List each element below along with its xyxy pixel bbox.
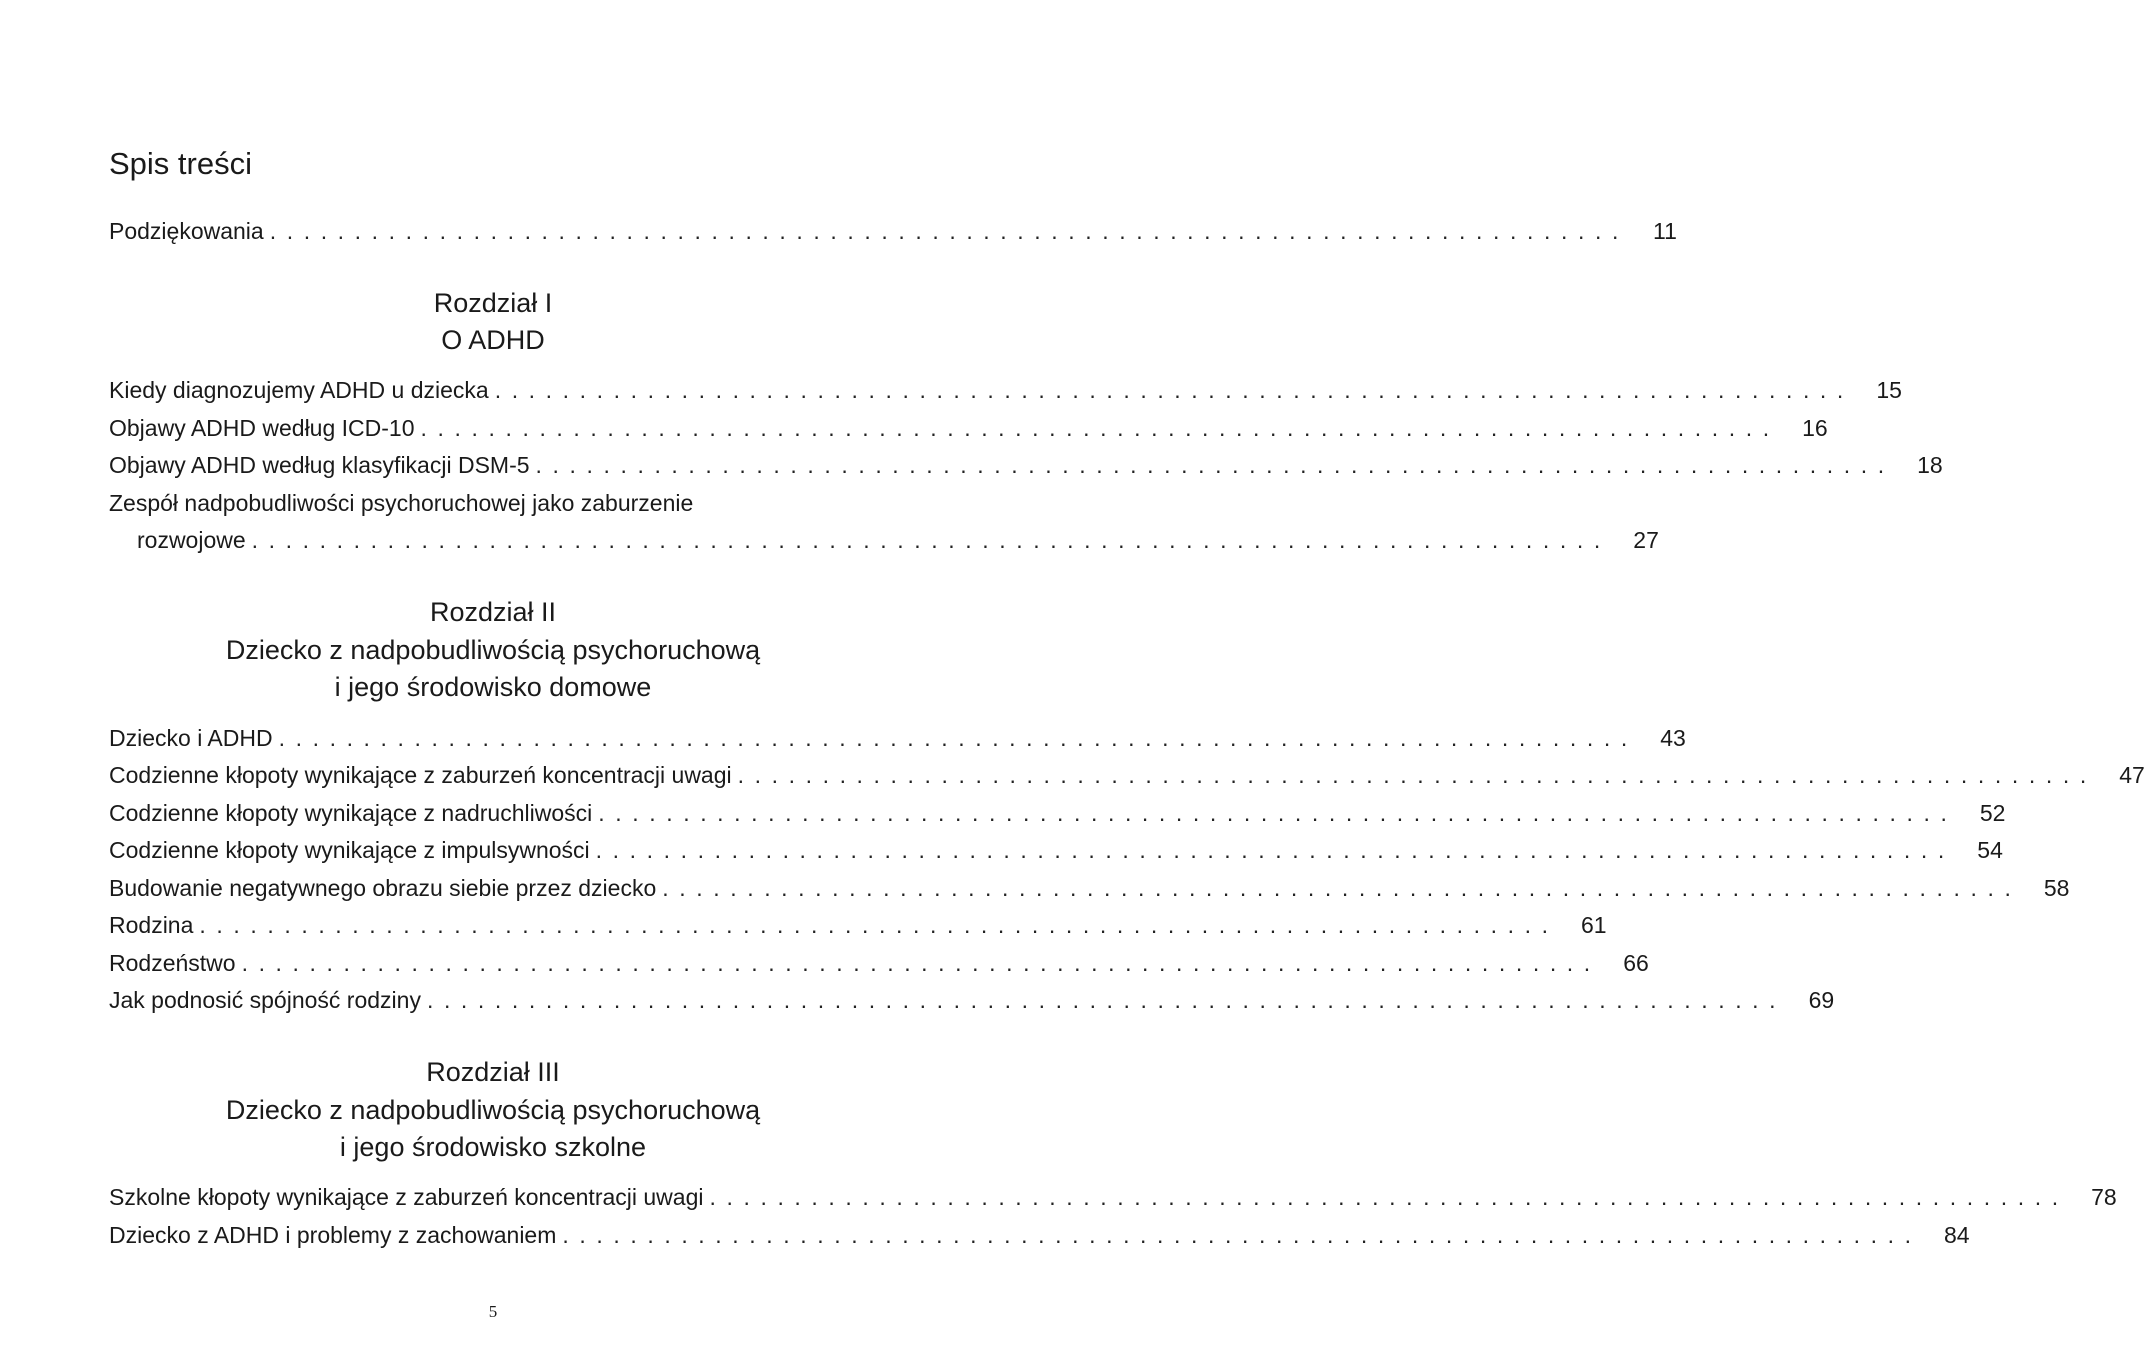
toc-entry-title: Objawy ADHD według ICD-10 — [109, 415, 415, 441]
toc-page-number: 69 — [1808, 987, 1835, 1013]
toc-entry-title: Szkolne kłopoty wynikające z zaburzeń koncentracji uwagi — [109, 1184, 704, 1210]
toc-page-number: 58 — [2043, 875, 2070, 901]
chapter-label: Rozdział I — [433, 288, 553, 318]
dot-leader: ................................................................................ — [269, 218, 1629, 244]
chapter-title: i jego środowisko domowe — [334, 672, 652, 702]
chapter-title: Dziecko z nadpobudliwością psychoruchową — [225, 1095, 761, 1125]
dot-leader: ................................................................................ — [241, 950, 1601, 976]
toc-entry-title: Dziecko i ADHD — [109, 725, 273, 751]
toc-entry[interactable] — [109, 760, 2145, 790]
toc-page-number: 43 — [1660, 725, 1686, 751]
toc-entry[interactable] — [109, 413, 1828, 443]
toc-entry-title-line1[interactable]: Zespół nadpobudliwości psychoruchowej jako zaburzenie — [109, 490, 694, 516]
toc-page-number: 18 — [1917, 452, 1943, 478]
dot-leader: ................................................................................ — [737, 762, 2097, 788]
toc-entry-acknowledgements[interactable] — [109, 216, 1677, 246]
dot-leader: ................................................................................ — [278, 725, 1638, 751]
toc-entry[interactable] — [109, 948, 1649, 978]
toc-entry[interactable] — [109, 835, 2003, 865]
toc-page-number: 11 — [1653, 218, 1677, 244]
dot-leader: ................................................................................ — [199, 912, 1559, 938]
toc-entry-title: Codzienne kłopoty wynikające z zaburzeń koncentracji uwagi — [109, 762, 732, 788]
toc-entry-title: Kiedy diagnozujemy ADHD u dziecka — [109, 377, 489, 403]
toc-entry[interactable] — [109, 910, 1607, 940]
toc-page-number: 78 — [2091, 1184, 2117, 1210]
dot-leader: ................................................................................ — [494, 377, 1854, 403]
toc-entry-title: Objawy ADHD według klasyfikacji DSM-5 — [109, 452, 530, 478]
toc-entry[interactable] — [137, 525, 1659, 555]
toc-entry[interactable] — [109, 723, 1686, 753]
dot-leader: ................................................................................ — [420, 415, 1780, 441]
toc-entry-title: Rodzeństwo — [109, 950, 236, 976]
toc-entry-title: Jak podnosić spójność rodziny — [109, 987, 421, 1013]
dot-leader: ................................................................................ — [662, 875, 2022, 901]
chapter-label: Rozdział II — [429, 597, 557, 627]
dot-leader: ................................................................................ — [595, 837, 1955, 863]
toc-entry-title: Dziecko z ADHD i problemy z zachowaniem — [109, 1222, 557, 1248]
dot-leader: ................................................................................ — [709, 1184, 2069, 1210]
toc-entry-title: Budowanie negatywnego obrazu siebie przez dziecko — [109, 875, 657, 901]
toc-entry[interactable] — [109, 375, 1902, 405]
chapter-title: Dziecko z nadpobudliwością psychoruchową — [225, 635, 761, 665]
dot-leader: ................................................................................ — [598, 800, 1958, 826]
toc-entry-title: Rodzina — [109, 912, 194, 938]
toc-entry[interactable] — [109, 450, 1943, 480]
chapter-title: i jego środowisko szkolne — [339, 1132, 647, 1162]
toc-page-number: 27 — [1633, 527, 1659, 553]
toc-entry-title: Podziękowania — [109, 218, 264, 244]
toc-page-number: 47 — [2119, 762, 2145, 788]
dot-leader: ................................................................................ — [251, 527, 1611, 553]
toc-entry-title: Codzienne kłopoty wynikające z nadruchliwości — [109, 800, 593, 826]
dot-leader: ................................................................................ — [535, 452, 1895, 478]
toc-entry-title: Codzienne kłopoty wynikające z impulsywności — [109, 837, 590, 863]
toc-entry-title-line2: rozwojowe — [137, 527, 246, 553]
page-title: Spis treści — [109, 146, 252, 181]
chapter-label: Rozdział III — [426, 1057, 560, 1087]
toc-page-number: 61 — [1581, 912, 1607, 938]
toc-entry[interactable] — [109, 1220, 1970, 1250]
dot-leader: ................................................................................ — [426, 987, 1787, 1013]
page-number: 5 — [488, 1302, 498, 1321]
toc-entry[interactable] — [109, 798, 2006, 828]
toc-page-number: 54 — [1977, 837, 2003, 863]
toc-entry[interactable] — [109, 873, 2070, 903]
toc-page-number: 52 — [1979, 800, 2006, 826]
chapter-title: O ADHD — [441, 325, 545, 355]
toc-page-number: 84 — [1944, 1222, 1970, 1248]
toc-page-number: 66 — [1623, 950, 1649, 976]
toc-entry[interactable] — [109, 1182, 2117, 1212]
toc-page-number: 15 — [1876, 377, 1902, 403]
toc-page-number: 16 — [1802, 415, 1828, 441]
dot-leader: ................................................................................ — [562, 1222, 1922, 1248]
toc-entry[interactable] — [109, 985, 1835, 1015]
